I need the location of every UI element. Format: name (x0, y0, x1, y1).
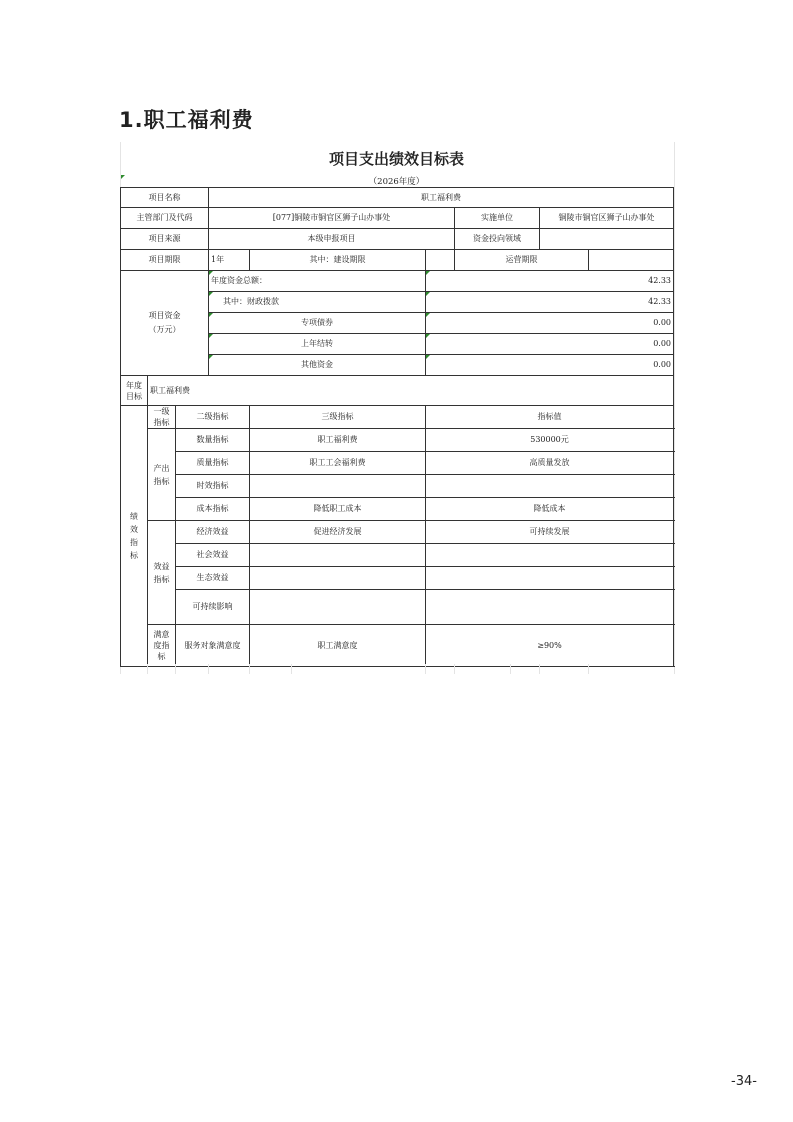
indicator-value: 高质量发放 (426, 452, 674, 475)
section-heading: 1.职工福利费 (119, 108, 254, 132)
level2-cell: 时效指标 (176, 475, 250, 498)
page-number: -34- (731, 1074, 757, 1089)
table-row (121, 188, 674, 208)
build-period-label: 其中：建设期限 (250, 250, 426, 271)
table-row (121, 498, 674, 521)
table-row (121, 590, 674, 625)
benefit-indicator-label: 效益 指标 (148, 521, 176, 625)
source-label: 项目来源 (121, 229, 209, 250)
source-value: 本级申报项目 (209, 229, 455, 250)
fund-carryover-value: 0.00 (426, 334, 674, 355)
indicator-value (426, 475, 674, 498)
level2-cell: 社会效益 (176, 544, 250, 567)
fund-bond-label: 专项债券 (209, 313, 426, 334)
level2-cell: 数量指标 (176, 429, 250, 452)
performance-table (120, 187, 674, 667)
level2-header: 二级指标 (176, 406, 250, 429)
period-label: 项目期限 (121, 250, 209, 271)
indicator-value: 降低成本 (426, 498, 674, 521)
level3-cell: 职工福利费 (250, 429, 426, 452)
table-row (121, 521, 674, 544)
impl-unit-value: 铜陵市铜官区狮子山办事处 (540, 208, 674, 229)
project-name-label: 项目名称 (121, 188, 209, 208)
level3-cell: 促进经济发展 (250, 521, 426, 544)
funds-label: 项目资金 （万元） (121, 271, 209, 376)
level3-cell: 职工满意度 (250, 625, 426, 667)
table-row (121, 429, 674, 452)
fund-other-value: 0.00 (426, 355, 674, 376)
fund-carryover-label: 上年结转 (209, 334, 426, 355)
fund-total-value: 42.33 (426, 271, 674, 292)
table-row (121, 625, 674, 667)
perf-indicators-label: 绩 效 指 标 (121, 406, 148, 667)
level3-cell (250, 567, 426, 590)
indicator-value (426, 567, 674, 590)
level3-cell: 职工工会福利费 (250, 452, 426, 475)
level2-cell: 服务对象满意度 (176, 625, 250, 667)
table-row (121, 376, 674, 406)
level3-cell (250, 475, 426, 498)
value-header: 指标值 (426, 406, 674, 429)
table-row (121, 250, 674, 271)
table-year: （2026年度） (368, 177, 425, 187)
indicator-value (426, 544, 674, 567)
indicator-value: ≥90% (426, 625, 674, 667)
ops-period-label: 运营期限 (455, 250, 589, 271)
level2-cell: 质量指标 (176, 452, 250, 475)
level3-header: 三级指标 (250, 406, 426, 429)
table-row (121, 544, 674, 567)
ops-period-value (589, 250, 674, 271)
impl-unit-label: 实施单位 (455, 208, 540, 229)
table-tail-gridlines (120, 664, 673, 674)
table-row (121, 406, 674, 429)
fund-fiscal-value: 42.33 (426, 292, 674, 313)
level2-cell: 成本指标 (176, 498, 250, 521)
table-row (121, 208, 674, 229)
level3-cell (250, 544, 426, 567)
annual-goal-value: 职工福利费 (148, 376, 674, 406)
table-title: 项目支出绩效目标表 (328, 150, 464, 168)
level2-cell: 经济效益 (176, 521, 250, 544)
area-label: 资金投向领域 (455, 229, 540, 250)
fund-fiscal-label: 其中：财政拨款 (209, 292, 426, 313)
project-name-value: 职工福利费 (209, 188, 674, 208)
dept-value: [077]铜陵市铜官区狮子山办事处 (209, 208, 455, 229)
indicator-value: 530000元 (426, 429, 674, 452)
table-row (121, 475, 674, 498)
level2-cell: 可持续影响 (176, 590, 250, 625)
fund-bond-value: 0.00 (426, 313, 674, 334)
table-row (121, 567, 674, 590)
level3-cell: 降低职工成本 (250, 498, 426, 521)
annual-goal-label: 年度 目标 (121, 376, 148, 406)
indicator-value: 可持续发展 (426, 521, 674, 544)
output-indicator-label: 产出 指标 (148, 429, 176, 521)
table-row (121, 271, 674, 292)
table-row (121, 229, 674, 250)
level1-header: 一级 指标 (148, 406, 176, 429)
indicator-value (426, 590, 674, 625)
level2-cell: 生态效益 (176, 567, 250, 590)
table-row (121, 452, 674, 475)
fund-total-label: 年度资金总额： (209, 271, 426, 292)
build-period-value (426, 250, 455, 271)
area-value (540, 229, 674, 250)
dept-label: 主管部门及代码 (121, 208, 209, 229)
fund-other-label: 其他资金 (209, 355, 426, 376)
period-value: 1年 (209, 250, 250, 271)
satisfaction-indicator-label: 满意 度指 标 (148, 625, 176, 667)
level3-cell (250, 590, 426, 625)
